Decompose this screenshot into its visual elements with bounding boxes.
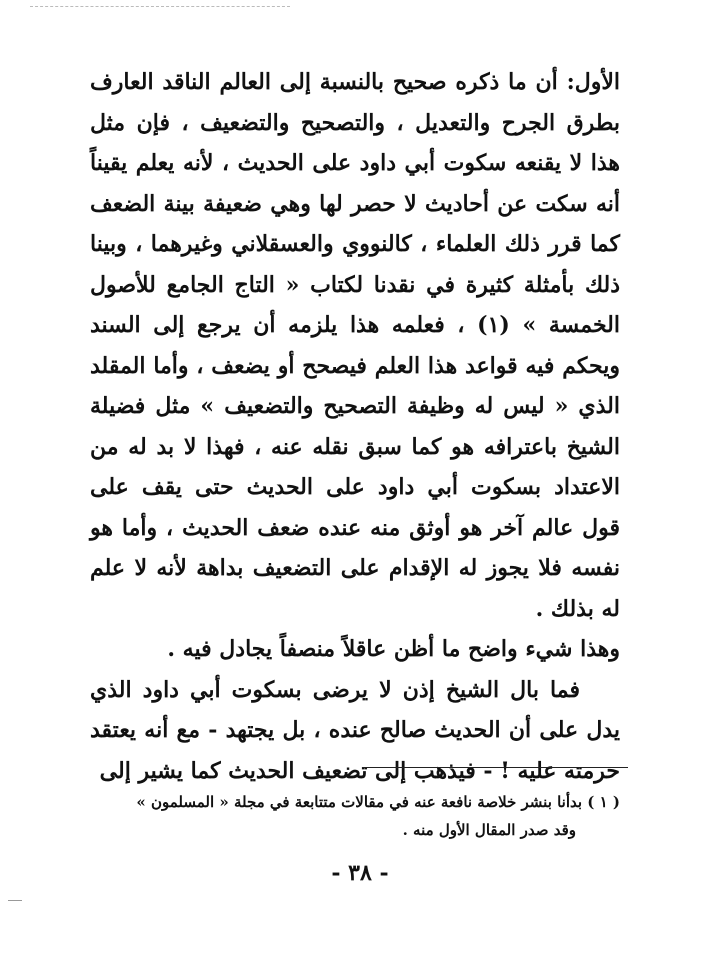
footnote-separator <box>362 767 628 768</box>
scan-edge-mark <box>30 6 290 9</box>
body-text <box>90 62 620 791</box>
footnote-line-1: ( ١ ) بدأنا بنشر خلاصة نافعة عنه في مقالات متتابعة في مجلة « المسلمون » <box>136 793 620 811</box>
footnote-line-2: وقد صدر المقال الأول منه . <box>402 821 576 839</box>
footnote <box>95 788 620 844</box>
paragraph-2: وهذا شيء واضح ما أظن عاقلاً منصفاً يجادل فيه . <box>167 636 620 662</box>
scan-edge-mark-bottom <box>8 900 22 901</box>
paragraph-3: فما بال الشيخ إذن لا يرضى بسكوت أبي داود الذي يدل على أن الحديث صالح عنده ، بل يجتهد - مع أنه يعتقد حرمته عليه ! - فيذهب إلى تضعيف الحديث كما يشير إلى <box>90 676 620 784</box>
page-number: - ٣٨ - <box>331 860 389 886</box>
paragraph-1: الأول: أن ما ذكره صحيح بالنسبة إلى العالم الناقد العارف بطرق الجرح والتعديل ، والتصحيح والتضعيف ، فإن مثل هذا لا يقنعه سكوت أبي داود على الحديث ، لأنه يعلم يقيناً أنه سكت عن أحاديث لا حصر لها وهي ضعيفة بينة الضعف كما قرر ذلك العلماء ، كالنووي والعسقلاني وغيرهما ، وبينا ذلك بأمثلة كثيرة في نقدنا لكتاب « التاج الجامع للأصول الخمسة » (١) ، فعلمه هذا يلزمه أن يرجع إلى السند ويحكم فيه قواعد هذا العلم فيصحح أو يضعف ، وأما المقلد الذي « ليس له وظيفة التصحيح والتضعيف » مثل فضيلة الشيخ باعترافه هو كما سبق نقله عنه ، فهذا لا بد له من الاعتداد بسكوت أبي داود على الحديث حتى يقف على قول عالم آخر هو أوثق منه عنده ضعف الحديث ، وأما هو نفسه فلا يجوز له الإقدام على التضعيف بداهة لأنه لا علم له بذلك . <box>90 69 621 622</box>
